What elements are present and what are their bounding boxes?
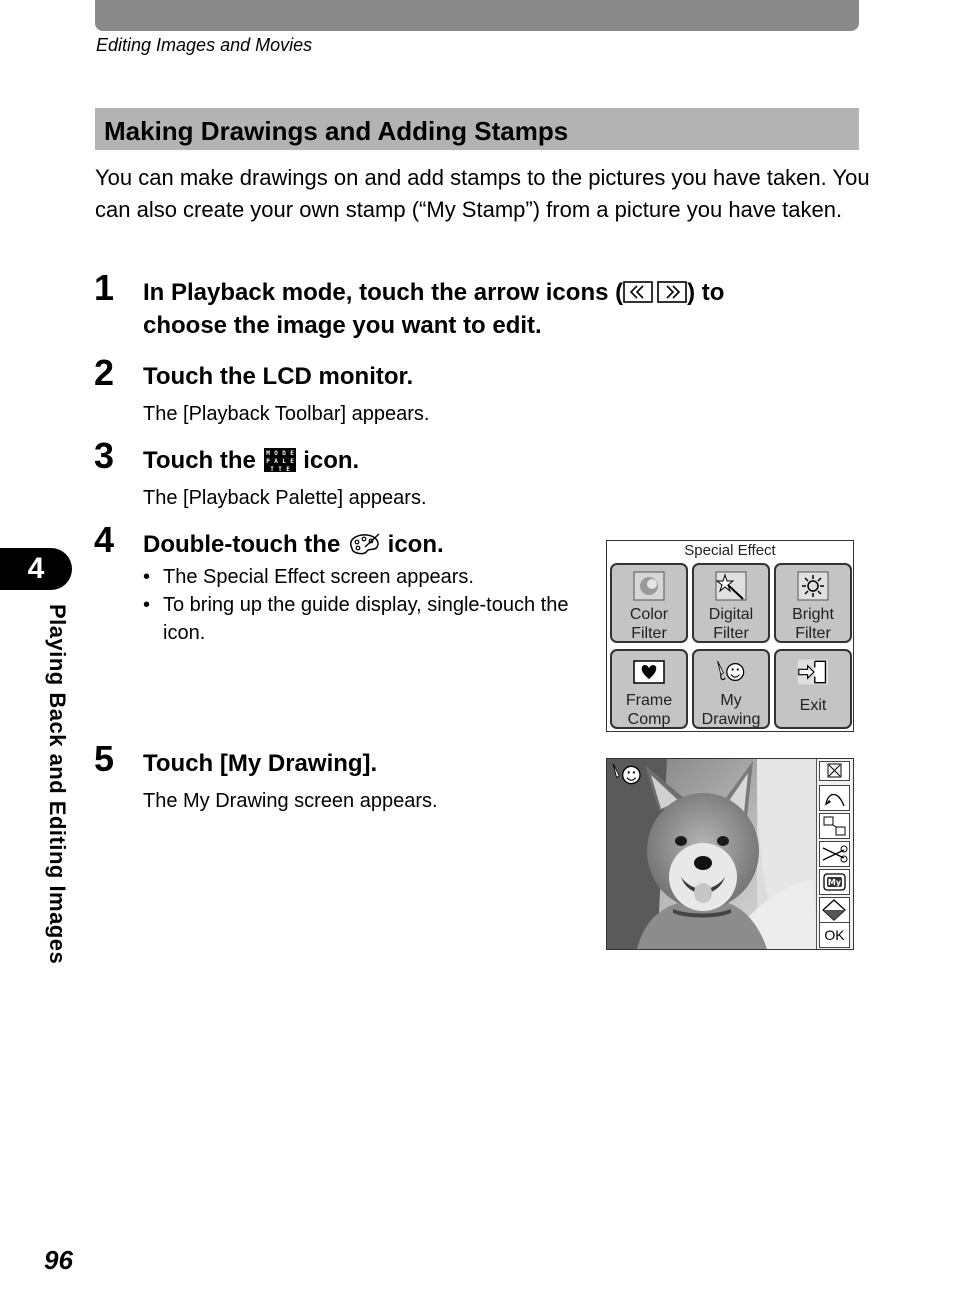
step-number-2: 2 (94, 352, 115, 393)
color-filter-button[interactable] (610, 563, 688, 643)
bullet-dot: • (143, 566, 151, 588)
arrow-icons (623, 280, 687, 304)
palette-letter: E (289, 458, 294, 465)
exit-button[interactable] (774, 649, 852, 729)
my-drawing-icon (715, 657, 747, 687)
section-heading: Making Drawings and Adding Stamps (95, 108, 859, 150)
button-label: Exit (799, 697, 827, 714)
step-3-text-b: icon. (296, 447, 360, 474)
my-drawing-button[interactable] (692, 649, 770, 729)
special-effect-title: Special Effect (684, 542, 776, 559)
ok-button[interactable]: OK (819, 922, 850, 948)
step-1-text-b: ) to (687, 279, 725, 306)
step-5-title: Touch [My Drawing]. (143, 750, 378, 777)
chapter-number-tab: 4 (0, 548, 72, 590)
step-4-bullets (143, 563, 593, 647)
arrow-right-icon (658, 282, 686, 302)
step-1-title (143, 276, 724, 342)
color-filter-icon (633, 571, 665, 601)
pen-tool-button[interactable] (819, 785, 850, 811)
arrow-left-icon (624, 282, 652, 302)
palette-letter: D (281, 450, 286, 457)
intro-paragraph: You can make drawings on and add stamps to the pictures you have taken. You can also create your own stamp (“My Stamp”) from a picture you have taken. (95, 165, 870, 222)
close-icon (820, 762, 849, 780)
special-effect-screen (606, 540, 854, 732)
scissors-tool-button[interactable] (819, 841, 850, 867)
bright-filter-icon (797, 571, 829, 601)
button-label: My (720, 692, 742, 709)
button-label: Filter (631, 625, 667, 642)
list-item (143, 563, 593, 591)
palette-letter: P (265, 458, 270, 465)
step-1-text-c: choose the image you want to edit. (143, 312, 542, 339)
button-label: Digital (708, 606, 754, 623)
step-2-title: Touch the LCD monitor. (143, 363, 414, 390)
palette-letter: M (265, 450, 270, 457)
step-4-text-b: icon. (380, 531, 444, 558)
button-label: Frame (625, 692, 673, 709)
step-5-description: The My Drawing screen appears. (143, 790, 438, 812)
palette-letter: O (273, 450, 278, 457)
step-number-3: 3 (94, 435, 115, 476)
chapter-title: Playing Back and Editing Images (45, 604, 70, 965)
palette-letter: E (285, 466, 290, 472)
button-label: Color (629, 606, 669, 623)
button-label: Filter (795, 625, 831, 642)
playback-palette-icon (263, 448, 297, 472)
palette-letter: T (269, 466, 274, 472)
eraser-tool-button[interactable] (819, 897, 850, 923)
eraser-icon (820, 898, 849, 922)
page-number: 96 (44, 1245, 73, 1275)
frame-comp-icon (633, 657, 665, 687)
exit-icon (797, 657, 829, 687)
stamp-icon (820, 814, 849, 838)
step-3-title (143, 444, 359, 477)
scissors-icon (820, 842, 849, 866)
bright-filter-button[interactable] (774, 563, 852, 643)
my-drawing-screen (606, 758, 854, 950)
my-stamp-icon (820, 870, 849, 894)
button-label: Bright (792, 606, 834, 623)
button-label: Comp (627, 711, 671, 728)
my-stamp-button[interactable] (819, 869, 850, 895)
bullet-text: The Special Effect screen appears. (163, 566, 474, 588)
my-stamp-label: My (827, 878, 842, 887)
drawing-toolbar (816, 759, 853, 949)
step-4-text-a: Double-touch the (143, 531, 347, 558)
digital-filter-icon (715, 571, 747, 601)
step-4-title (143, 528, 444, 561)
digital-filter-button[interactable] (692, 563, 770, 643)
step-2-description: The [Playback Toolbar] appears. (143, 403, 430, 425)
palette-letter: E (289, 450, 294, 457)
pen-icon (820, 786, 849, 810)
palette-letter: T (277, 466, 282, 472)
running-header: Editing Images and Movies (96, 35, 313, 55)
step-3-description: The [Playback Palette] appears. (143, 487, 427, 509)
step-1-text-a: In Playback mode, touch the arrow icons ( (143, 279, 624, 306)
step-number-5: 5 (94, 738, 115, 779)
close-button[interactable] (819, 761, 850, 781)
bullet-dot: • (143, 594, 151, 616)
button-label: Filter (713, 625, 749, 642)
palette-letter: A (273, 458, 278, 465)
special-effect-palette-icon (347, 532, 381, 556)
stamp-tool-button[interactable] (819, 813, 850, 839)
button-label: Drawing (701, 711, 761, 728)
step-number-1: 1 (94, 267, 115, 308)
palette-letter: L (281, 458, 286, 465)
step-3-text-a: Touch the (143, 447, 263, 474)
bullet-text: To bring up the guide display, single-touch the icon. (163, 594, 569, 644)
header-bar (95, 0, 859, 31)
list-item (143, 591, 593, 647)
step-number-4: 4 (94, 519, 115, 560)
my-drawing-icon (610, 762, 644, 788)
frame-comp-button[interactable] (610, 649, 688, 729)
